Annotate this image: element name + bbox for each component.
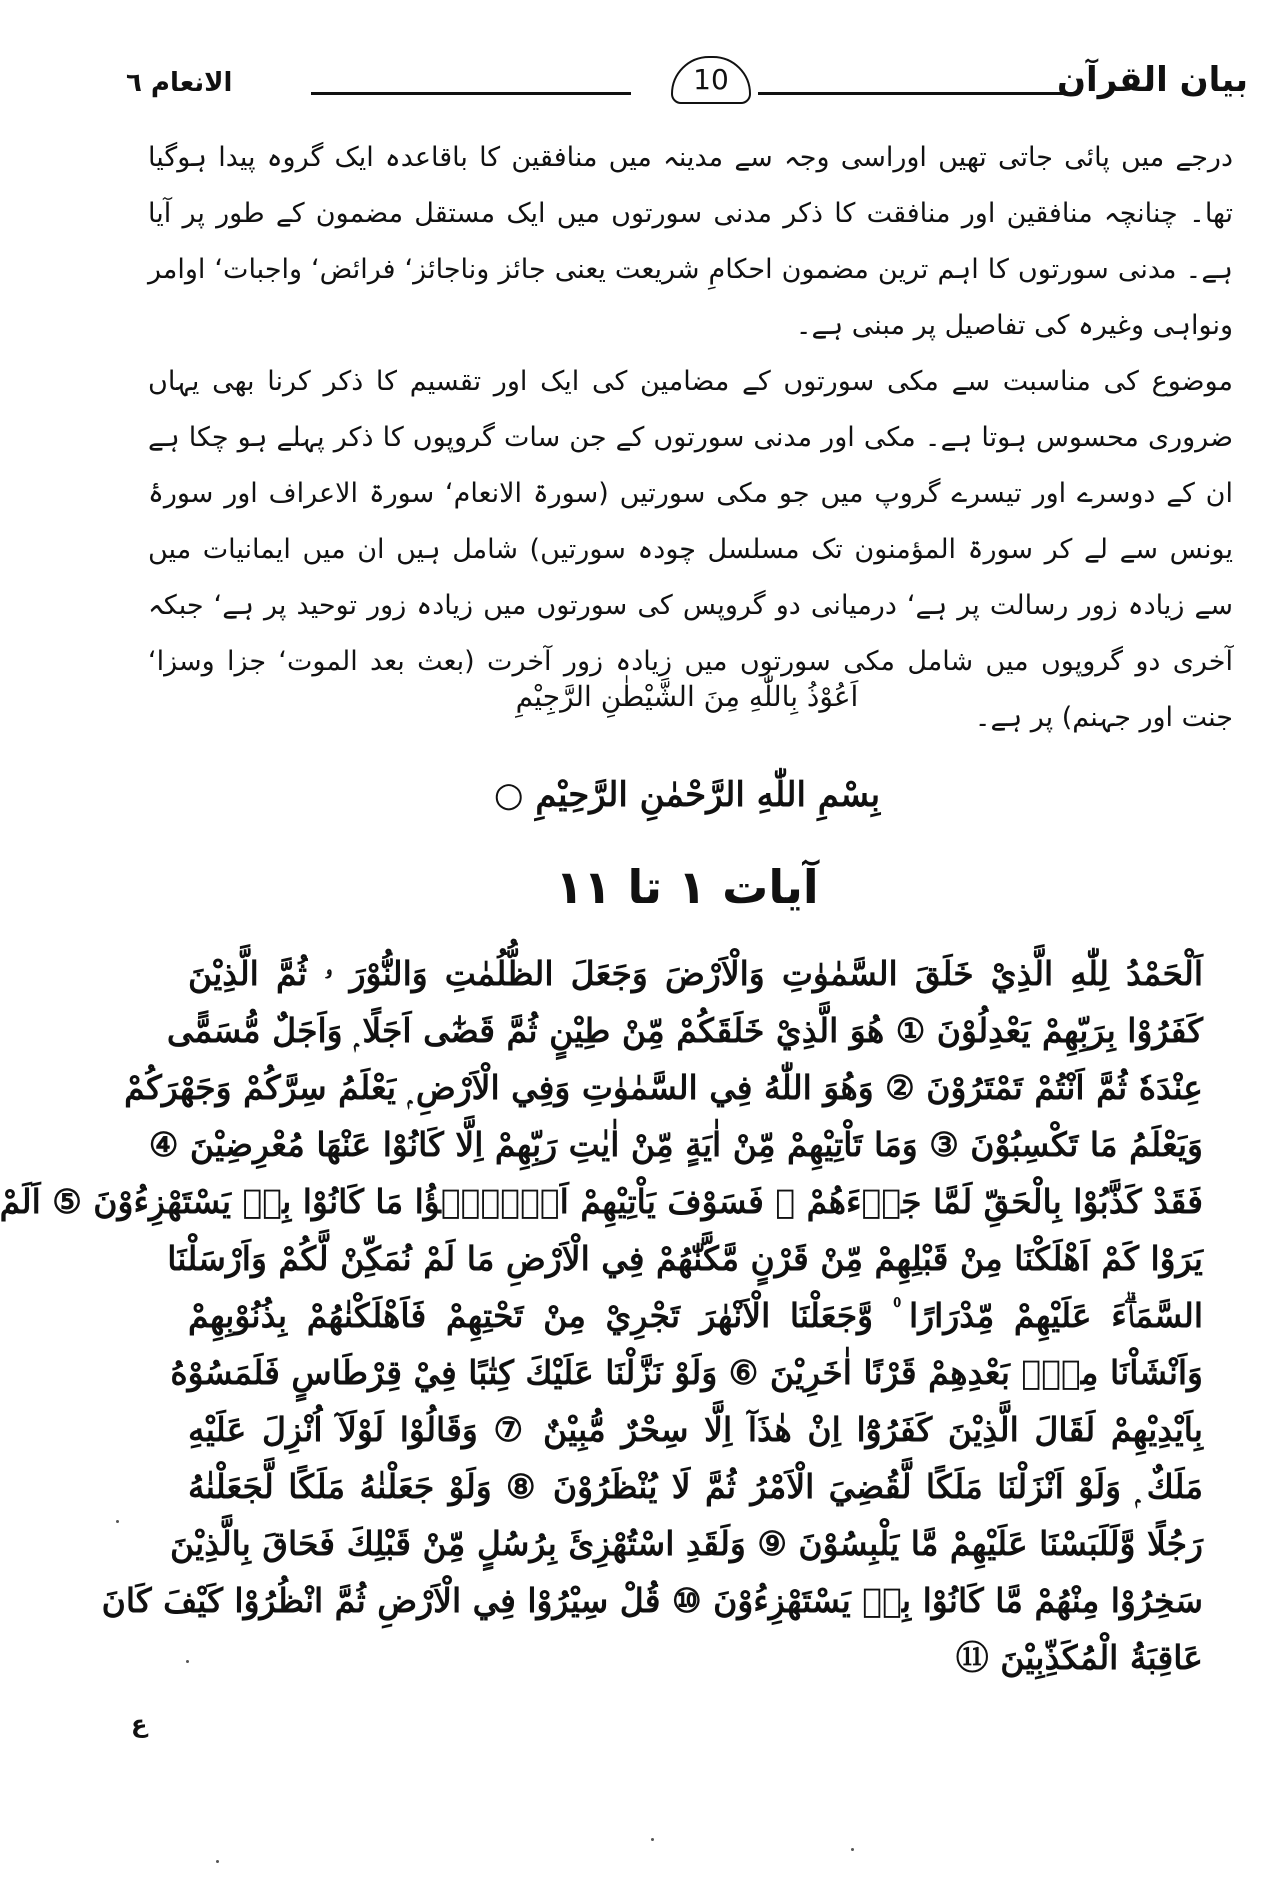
basmala: بِسْمِ اللّٰهِ الرَّحْمٰنِ الرَّحِيْمِ ○ [493, 775, 881, 815]
taawwudh: اَعُوْذُ بِاللّٰهِ مِنَ الشَّيْطٰنِ الرَّجِيْمِ [515, 680, 859, 713]
quran-line: رَجُلًا وَّلَلَبَسْنَا عَلَيْهِمْ مَّا يَلْبِسُوْنَ ⑨ وَلَقَدِ اسْتُهْزِئَ بِرُسُلٍ مِّنْ قَبْلِكَ فَحَاقَ بِالَّذِيْنَ [169, 1524, 1203, 1563]
scan-speck [851, 1848, 854, 1851]
intro-text [148, 130, 1233, 746]
scan-speck [116, 1520, 119, 1523]
quran-line: وَيَعْلَمُ مَا تَكْسِبُوْنَ ③ وَمَا تَاْتِيْهِمْ مِّنْ اٰيَةٍ مِّنْ اٰيٰتِ رَبِّهِمْ اِلَّا كَانُوْا عَنْهَا مُعْرِضِيْنَ ④ [148, 1125, 1203, 1164]
quran-line: السَّمَاۗءَ عَلَيْهِمْ مِّدْرَارًا ۠ وَّجَعَلْنَا الْاَنْهٰرَ تَجْرِيْ مِنْ تَحْتِهِمْ فَاَهْلَكْنٰهُمْ بِذُنُوْبِهِمْ [188, 1296, 1203, 1335]
scan-speck [186, 1660, 189, 1663]
book-title: بیان القرآن [1057, 60, 1248, 100]
header-rule-right [758, 92, 1078, 95]
quran-line: عَاقِبَةُ الْمُكَذِّبِيْنَ ⑪ [955, 1638, 1203, 1677]
quran-line: كَفَرُوْا بِرَبِّهِمْ يَعْدِلُوْنَ ① هُوَ الَّذِيْ خَلَقَكُمْ مِّنْ طِيْنٍ ثُمَّ قَضٰٓى اَجَلًا ۭ وَاَجَلٌ مُّسَمًّى [166, 1011, 1203, 1050]
quran-line: اَلْحَمْدُ لِلّٰهِ الَّذِيْ خَلَقَ السَّمٰوٰتِ وَالْاَرْضَ وَجَعَلَ الظُّلُمٰتِ وَالنُّوْرَ ۥ ثُمَّ الَّذِيْنَ [188, 954, 1203, 993]
quran-text [0, 945, 1203, 1686]
quran-line: مَلَكٌ ۭ وَلَوْ اَنْزَلْنَا مَلَكًا لَّقُضِيَ الْاَمْرُ ثُمَّ لَا يُنْظَرُوْنَ ⑧ وَلَوْ جَعَلْنٰهُ مَلَكًا لَّجَعَلْنٰهُ [188, 1467, 1203, 1506]
quran-line: سَخِرُوْا مِنْهُمْ مَّا كَانُوْا بِهٖ يَسْتَهْزِءُوْنَ ⑩ قُلْ سِيْرُوْا فِي الْاَرْضِ ثُمَّ انْظُرُوْا كَيْفَ كَانَ [101, 1581, 1203, 1620]
quran-line: وَاَنْشَاْنَا مِنْۢ بَعْدِهِمْ قَرْنًا اٰخَرِيْنَ ⑥ وَلَوْ نَزَّلْنَا عَلَيْكَ كِتٰبًا فِيْ قِرْطَاسٍ فَلَمَسُوْهُ [170, 1353, 1203, 1392]
scan-speck [651, 1838, 654, 1841]
quran-line: يَرَوْا كَمْ اَهْلَكْنَا مِنْ قَبْلِهِمْ مِّنْ قَرْنٍ مَّكَّنّٰهُمْ فِي الْاَرْضِ مَا لَمْ نُمَكِّنْ لَّكُمْ وَاَرْسَلْنَا [167, 1239, 1203, 1278]
quran-line: بِاَيْدِيْهِمْ لَقَالَ الَّذِيْنَ كَفَرُوْٓا اِنْ هٰذَآ اِلَّا سِحْرٌ مُّبِيْنٌ ⑦ وَقَالُوْا لَوْلَآ اُنْزِلَ عَلَيْهِ [188, 1410, 1203, 1449]
page-header [126, 50, 1248, 120]
ruku-marker: ع [131, 1710, 148, 1738]
quran-line: عِنْدَهٗ ثُمَّ اَنْتُمْ تَمْتَرُوْنَ ② وَهُوَ اللّٰهُ فِي السَّمٰوٰتِ وَفِي الْاَرْضِ ۭ يَعْلَمُ سِرَّكُمْ وَجَهْرَكُمْ [124, 1068, 1203, 1107]
surah-name: الانعام ٦ [126, 68, 233, 98]
quran-line: فَقَدْ كَذَّبُوْا بِالْحَقِّ لَمَّا جَاۗءَهُمْ ۭ فَسَوْفَ يَاْتِيْهِمْ اَنْۢبٰۗؤُا مَا كَانُوْا بِهٖ يَسْتَهْزِءُوْنَ ⑤ اَلَمْ [0, 1182, 1203, 1221]
intro-paragraph: موضوع کی مناسبت سے مکی سورتوں کے مضامین کی ایک اور تقسیم کا ذکر کرنا بھی یہاں ضروری محسوس ہوتا ہے۔ مکی اور مدنی سورتوں کے جن سات گروپوں کا ذکر پہلے ہو چکا ہے ان کے دوسرے اور تیسرے گروپ میں جو مکی سورتیں (سورۃ الانعام‘ سورۃ الاعراف اور سورۂ یونس سے لے کر سورۃ المؤمنون تک مسلسل چودہ سورتیں) شامل ہیں ان میں ایمانیات میں سے زیادہ زور رسالت پر ہے‘ درمیانی دو گروپس کی سورتوں میں زیادہ زور توحید پر ہے‘ جبکہ آخری دو گروپوں میں شامل مکی سورتوں میں زیادہ زور آخرت (بعث بعد الموت‘ جزا وسزا‘ جنت اور جہنم) پر ہے۔ [148, 366, 1233, 733]
header-rule-left [311, 92, 631, 95]
scan-speck [216, 1860, 219, 1863]
section-title: آیات ۱ تا ۱۱ [555, 860, 819, 914]
page-number: 10 [671, 56, 751, 104]
intro-paragraph: درجے میں پائی جاتی تھیں اوراسی وجہ سے مدینہ میں منافقین کا باقاعدہ ایک گروہ پیدا ہوگیا تھا۔ چنانچہ منافقین اور منافقت کا ذکر مدنی سورتوں میں ایک مستقل مضمون کے طور پر آیا ہے۔ مدنی سورتوں کا اہم ترین مضمون احکامِ شریعت یعنی جائز وناجائز‘ فرائض‘ واجبات‘ اوامر ونواہی وغیرہ کی تفاصیل پر مبنی ہے۔ [148, 142, 1233, 341]
